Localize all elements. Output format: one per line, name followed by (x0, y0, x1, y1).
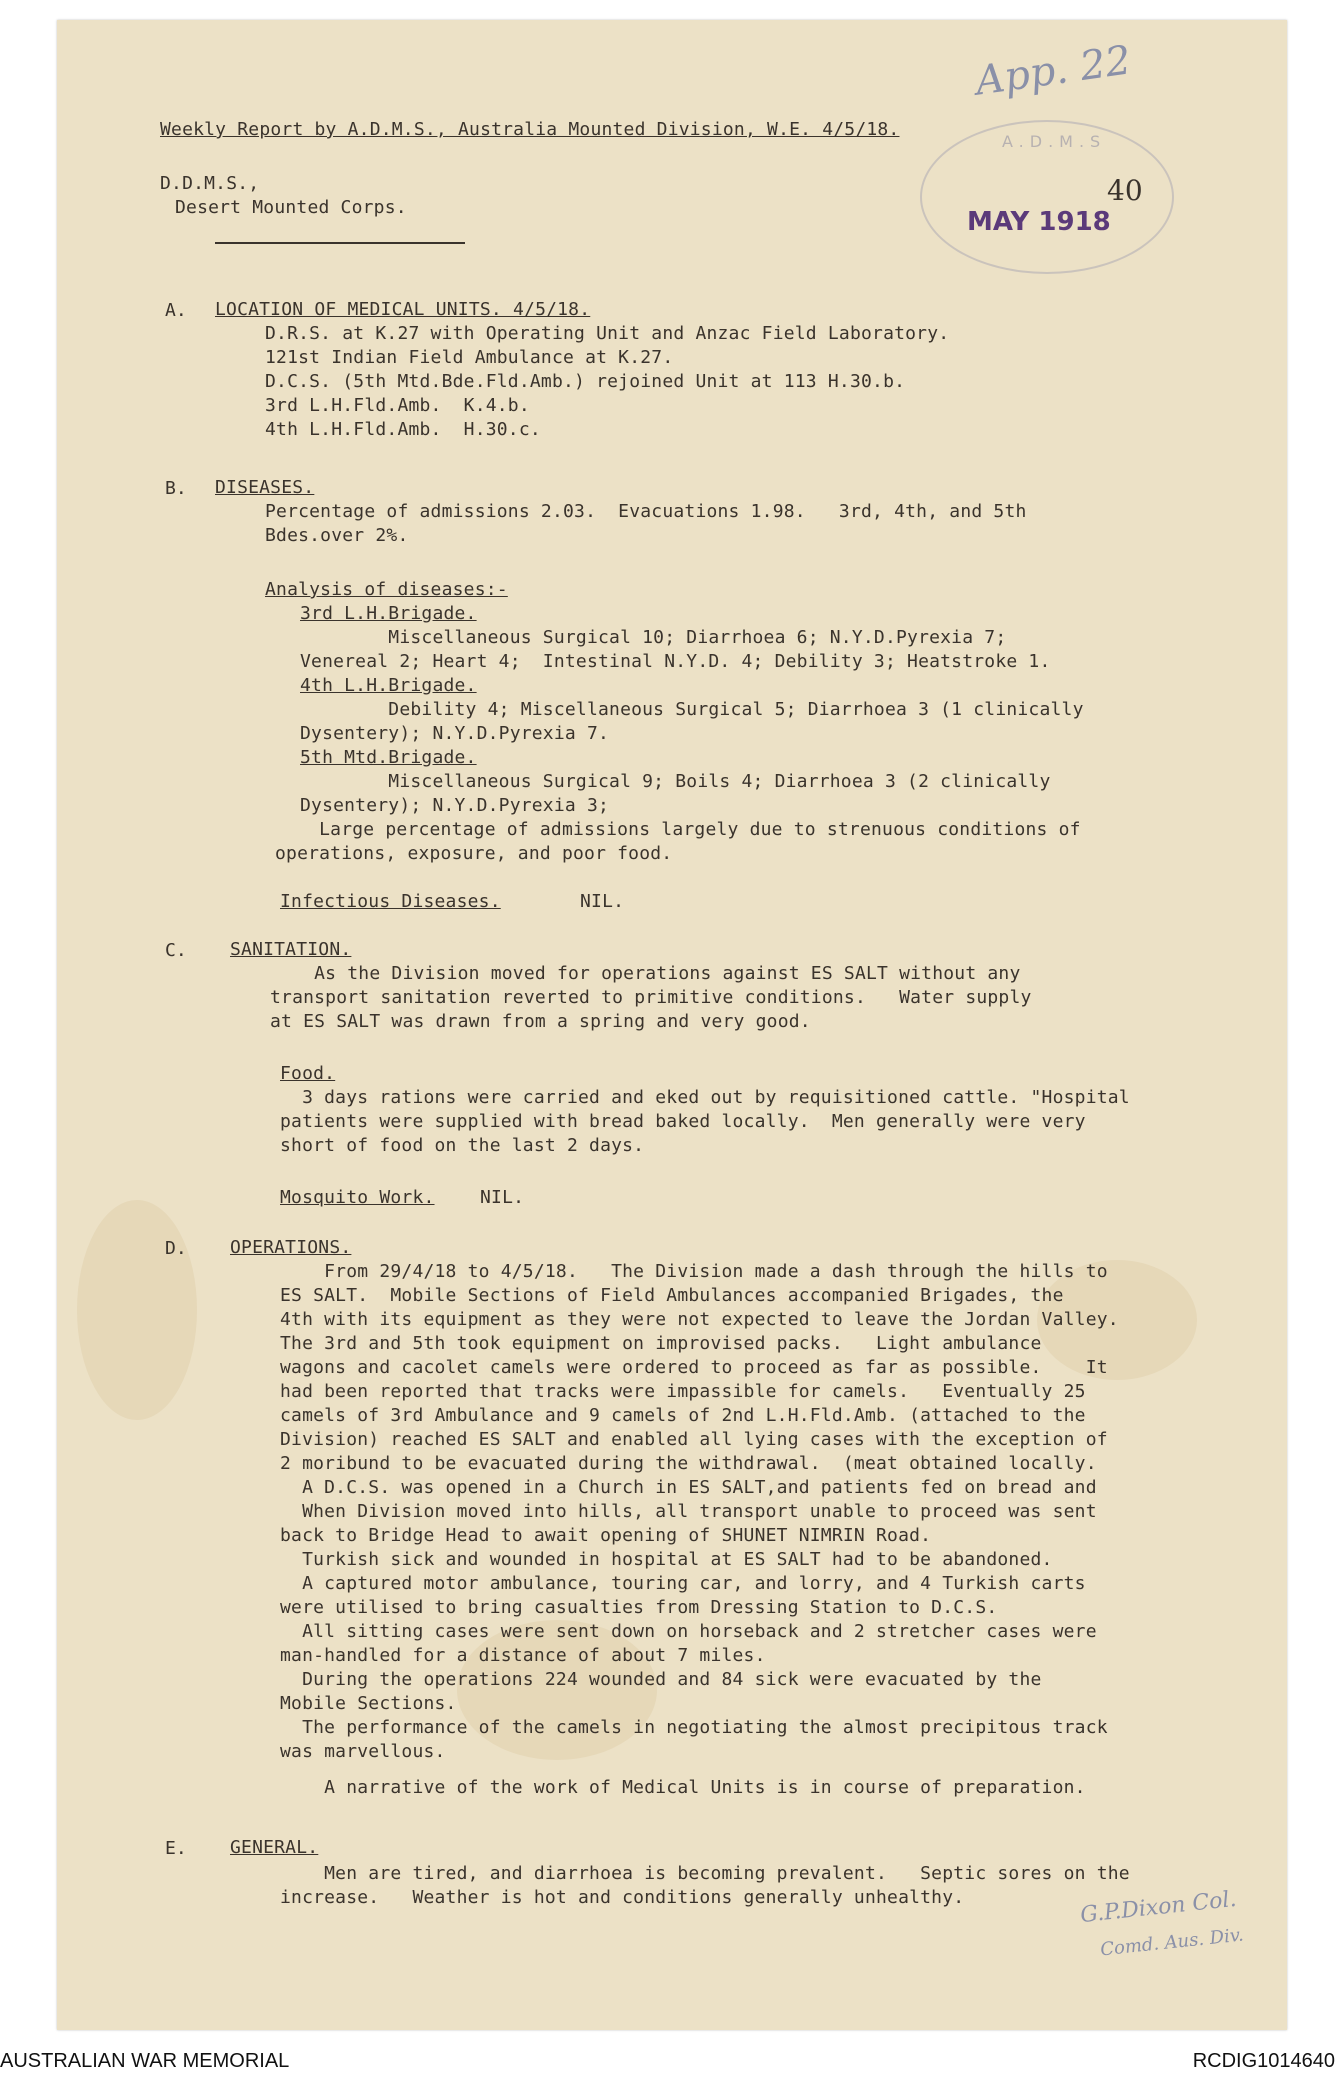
section-a-letter: A. (165, 300, 187, 321)
addressee-line-2: Desert Mounted Corps. (175, 197, 407, 218)
operations-line: wagons and cacolet camels were ordered to proceed as far as possible. It (280, 1357, 1108, 1378)
operations-line: had been reported that tracks were impassible for camels. Eventually 25 (280, 1381, 1086, 1402)
section-c-heading: SANITATION. (230, 939, 352, 960)
operations-line: Mobile Sections. (280, 1693, 457, 1714)
footer-right: RCDIG1014640 (1192, 2050, 1335, 2072)
brigade-name: 4th L.H.Brigade. (300, 675, 477, 696)
mosquito-label: Mosquito Work. (280, 1187, 435, 1208)
food-line: short of food on the last 2 days. (280, 1135, 645, 1156)
brigade-line: Debility 4; Miscellaneous Surgical 5; Diarrhoea 3 (1 clinically (300, 699, 1084, 720)
paper-stain (77, 1200, 197, 1420)
infectious-label: Infectious Diseases. (280, 891, 501, 912)
section-a-heading: LOCATION OF MEDICAL UNITS. 4/5/18. (215, 299, 591, 320)
stamp-number: 40 (1107, 174, 1143, 207)
operations-line: From 29/4/18 to 4/5/18. The Division made a dash through the hills to (280, 1261, 1108, 1282)
section-a-line: D.C.S. (5th Mtd.Bde.Fld.Amb.) rejoined Unit at 113 H.30.b. (265, 371, 906, 392)
brigade-line: Miscellaneous Surgical 9; Boils 4; Diarrhoea 3 (2 clinically (300, 771, 1051, 792)
brigade-line: Dysentery); N.Y.D.Pyrexia 3; (300, 795, 610, 816)
operations-line: camels of 3rd Ambulance and 9 camels of 2nd L.H.Fld.Amb. (attached to the (280, 1405, 1086, 1426)
section-c-line: transport sanitation reverted to primitive conditions. Water supply (270, 987, 1032, 1008)
operations-line: When Division moved into hills, all transport unable to proceed was sent (280, 1501, 1097, 1522)
section-b-heading: DISEASES. (215, 477, 315, 498)
signature-title: Comd. Aus. Div. (1099, 1924, 1245, 1961)
section-c-line: As the Division moved for operations against ES SALT without any (270, 963, 1021, 984)
section-e-letter: E. (165, 1838, 187, 1859)
addressee-line-1: D.D.M.S., (160, 173, 260, 194)
operations-line: A captured motor ambulance, touring car, and lorry, and 4 Turkish carts (280, 1573, 1086, 1594)
brigade-line: Miscellaneous Surgical 10; Diarrhoea 6; N.Y.D.Pyrexia 7; (300, 627, 1007, 648)
operations-line: A D.C.S. was opened in a Church in ES SALT,and patients fed on bread and (280, 1477, 1097, 1498)
food-line: 3 days rations were carried and eked out by requisitioned cattle. "Hospital (280, 1087, 1130, 1108)
section-a-line: 3rd L.H.Fld.Amb. K.4.b. (265, 395, 530, 416)
infectious-value: NIL. (580, 891, 625, 912)
operations-line: All sitting cases were sent down on horseback and 2 stretcher cases were (280, 1621, 1097, 1642)
operations-line: was marvellous. (280, 1741, 446, 1762)
section-a-line: 4th L.H.Fld.Amb. H.30.c. (265, 419, 541, 440)
section-d-heading: OPERATIONS. (230, 1237, 352, 1258)
disease-remarks: operations, exposure, and poor food. (275, 843, 673, 864)
report-title: Weekly Report by A.D.M.S., Australia Mounted Division, W.E. 4/5/18. (160, 119, 900, 140)
signature: G.P.Dixon Col. (1079, 1886, 1238, 1929)
received-stamp (920, 120, 1174, 274)
brigade-name: 5th Mtd.Brigade. (300, 747, 477, 768)
section-c-letter: C. (165, 940, 187, 961)
food-heading: Food. (280, 1063, 336, 1084)
general-line: increase. Weather is hot and conditions generally unhealthy. (280, 1887, 965, 1908)
operations-line: During the operations 224 wounded and 84 sick were evacuated by the (280, 1669, 1042, 1690)
operations-line: 4th with its equipment as they were not expected to leave the Jordan Valley. (280, 1309, 1119, 1330)
brigade-line: Dysentery); N.Y.D.Pyrexia 7. (300, 723, 610, 744)
operations-line: back to Bridge Head to await opening of SHUNET NIMRIN Road. (280, 1525, 932, 1546)
general-line: Men are tired, and diarrhoea is becoming prevalent. Septic sores on the (280, 1863, 1130, 1884)
mosquito-value: NIL. (480, 1187, 525, 1208)
operations-line: Division) reached ES SALT and enabled all lying cases with the exception of (280, 1429, 1108, 1450)
section-a-line: 121st Indian Field Ambulance at K.27. (265, 347, 674, 368)
stamp-date: MAY 1918 (967, 207, 1111, 237)
header-rule (215, 242, 465, 244)
operations-line: man-handled for a distance of about 7 miles. (280, 1645, 766, 1666)
section-d-letter: D. (165, 1238, 187, 1259)
operations-line: The performance of the camels in negotiating the almost precipitous track (280, 1717, 1108, 1738)
handwritten-reference: App. 22 (972, 37, 1134, 105)
section-b-intro: Bdes.over 2%. (265, 525, 409, 546)
operations-line: ES SALT. Mobile Sections of Field Ambulances accompanied Brigades, the (280, 1285, 1064, 1306)
operations-line: The 3rd and 5th took equipment on improvised packs. Light ambulance (280, 1333, 1042, 1354)
food-line: patients were supplied with bread baked locally. Men generally were very (280, 1111, 1086, 1132)
section-c-line: at ES SALT was drawn from a spring and very good. (270, 1011, 811, 1032)
footer-left: AUSTRALIAN WAR MEMORIAL (0, 2050, 290, 2072)
disease-remarks: Large percentage of admissions largely due to strenuous conditions of (275, 819, 1081, 840)
brigade-line: Venereal 2; Heart 4; Intestinal N.Y.D. 4; Debility 3; Heatstroke 1. (300, 651, 1051, 672)
section-e-heading: GENERAL. (230, 1837, 319, 1858)
operations-line: 2 moribund to be evacuated during the withdrawal. (meat obtained locally. (280, 1453, 1097, 1474)
section-a-line: D.R.S. at K.27 with Operating Unit and Anzac Field Laboratory. (265, 323, 950, 344)
section-b-intro: Percentage of admissions 2.03. Evacuations 1.98. 3rd, 4th, and 5th (265, 501, 1027, 522)
brigade-name: 3rd L.H.Brigade. (300, 603, 477, 624)
operations-line: were utilised to bring casualties from Dressing Station to D.C.S. (280, 1597, 998, 1618)
section-b-letter: B. (165, 478, 187, 499)
stamp-letters: A.D.M.S (1002, 132, 1107, 151)
analysis-heading: Analysis of diseases:- (265, 579, 508, 600)
operations-line: Turkish sick and wounded in hospital at ES SALT had to be abandoned. (280, 1549, 1053, 1570)
operations-line: A narrative of the work of Medical Units is in course of preparation. (280, 1777, 1086, 1798)
